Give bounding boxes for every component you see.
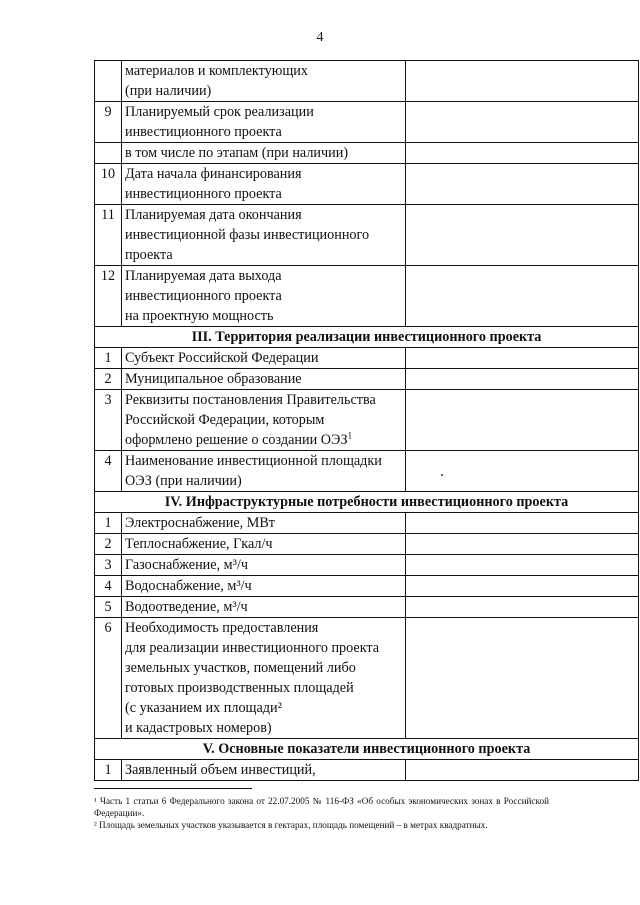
label-line: Водоснабжение, м³/ч xyxy=(125,578,252,594)
row-label xyxy=(122,597,406,618)
label-line: Наименование инвестиционной площадки xyxy=(125,453,382,469)
row-number: 5 xyxy=(95,597,122,618)
footnotes xyxy=(94,795,549,831)
row-value-cell[interactable] xyxy=(406,369,639,390)
section-title: IV. Инфраструктурные потребности инвестиционного проекта xyxy=(95,492,639,513)
row-label xyxy=(122,513,406,534)
label-line: Электроснабжение, МВт xyxy=(125,515,275,531)
footnote-2: ² Площадь земельных участков указывается в гектарах, площадь помещений – в метрах квадратных. xyxy=(94,820,488,830)
table-row xyxy=(95,534,639,555)
table-row xyxy=(95,102,639,143)
row-label xyxy=(122,102,406,143)
label-line: инвестиционного проекта xyxy=(125,288,282,304)
table-row xyxy=(95,164,639,205)
row-label xyxy=(122,348,406,369)
table-row xyxy=(95,760,639,781)
section-title: V. Основные показатели инвестиционного проекта xyxy=(95,739,639,760)
row-label xyxy=(122,61,406,102)
label-line: Водоотведение, м³/ч xyxy=(125,599,248,615)
stray-dot xyxy=(441,474,443,476)
row-label xyxy=(122,618,406,739)
row-value-cell[interactable] xyxy=(406,576,639,597)
row-value-cell[interactable] xyxy=(406,266,639,327)
label-line: Заявленный объем инвестиций, xyxy=(125,762,316,778)
row-value-cell[interactable] xyxy=(406,555,639,576)
row-number: 11 xyxy=(95,205,122,266)
label-line: и кадастровых номеров) xyxy=(125,720,272,736)
label-line: Российской Федерации, которым xyxy=(125,412,325,428)
footnote-divider xyxy=(94,788,252,789)
row-label xyxy=(122,451,406,492)
row-number: 1 xyxy=(95,760,122,781)
table-row xyxy=(95,513,639,534)
section-header-row xyxy=(95,739,639,760)
table-row xyxy=(95,555,639,576)
label-line: в том числе по этапам (при наличии) xyxy=(125,145,349,161)
row-value-cell[interactable] xyxy=(406,618,639,739)
label-line: Дата начала финансирования xyxy=(125,166,302,182)
label-line: инвестиционной фазы инвестиционного xyxy=(125,227,370,243)
label-line: инвестиционного проекта xyxy=(125,186,282,202)
table-row xyxy=(95,451,639,492)
row-label xyxy=(122,369,406,390)
row-number: 4 xyxy=(95,576,122,597)
label-line: материалов и комплектующих xyxy=(125,63,308,79)
row-value-cell[interactable] xyxy=(406,164,639,205)
section-title: III. Территория реализации инвестиционного проекта xyxy=(95,327,639,348)
row-value-cell[interactable] xyxy=(406,534,639,555)
row-number: 2 xyxy=(95,534,122,555)
row-number: 3 xyxy=(95,555,122,576)
row-number: 1 xyxy=(95,513,122,534)
table-row xyxy=(95,266,639,327)
table-row xyxy=(95,576,639,597)
row-value-cell[interactable] xyxy=(406,102,639,143)
section-header-row xyxy=(95,327,639,348)
section-header-row xyxy=(95,492,639,513)
table-row xyxy=(95,390,639,451)
row-value-cell[interactable] xyxy=(406,513,639,534)
label-line: (при наличии) xyxy=(125,83,212,99)
label-line: Муниципальное образование xyxy=(125,371,302,387)
table-row xyxy=(95,618,639,739)
footnote-1: ¹ Часть 1 статьи 6 Федерального закона от 22.07.2005 № 116-ФЗ «Об особых экономических зонах в Российской Федерации». xyxy=(94,796,549,818)
row-value-cell[interactable] xyxy=(406,205,639,266)
label-line: земельных участков, помещений либо xyxy=(125,660,356,676)
table-row xyxy=(95,597,639,618)
row-number: 3 xyxy=(95,390,122,451)
label-line: для реализации инвестиционного проекта xyxy=(125,640,380,656)
table-row xyxy=(95,369,639,390)
label-line: на проектную мощность xyxy=(125,308,274,324)
row-value-cell[interactable] xyxy=(406,760,639,781)
label-line: Планируемый срок реализации xyxy=(125,104,314,120)
row-label xyxy=(122,555,406,576)
row-number: 1 xyxy=(95,348,122,369)
row-label xyxy=(122,143,406,164)
row-number xyxy=(95,143,122,164)
table-row xyxy=(95,348,639,369)
row-number: 12 xyxy=(95,266,122,327)
table-row xyxy=(95,205,639,266)
label-line: Газоснабжение, м³/ч xyxy=(125,557,248,573)
label-line: Субъект Российской Федерации xyxy=(125,350,319,366)
row-value-cell[interactable] xyxy=(406,597,639,618)
label-line: готовых производственных площадей xyxy=(125,680,354,696)
row-value-cell[interactable] xyxy=(406,390,639,451)
row-value-cell[interactable] xyxy=(406,348,639,369)
footnote-marker: 1 xyxy=(347,430,353,441)
label-line: ОЭЗ (при наличии) xyxy=(125,473,242,489)
label-line: (с указанием их площади² xyxy=(125,700,282,716)
table-row xyxy=(95,61,639,102)
row-value-cell[interactable] xyxy=(406,451,639,492)
row-number: 6 xyxy=(95,618,122,739)
row-label xyxy=(122,266,406,327)
label-line: Планируемая дата окончания xyxy=(125,207,302,223)
row-label xyxy=(122,534,406,555)
label-line: Теплоснабжение, Гкал/ч xyxy=(125,536,273,552)
table-row xyxy=(95,143,639,164)
row-number: 4 xyxy=(95,451,122,492)
label-line: Необходимость предоставления xyxy=(125,620,319,636)
row-label xyxy=(122,205,406,266)
label-line: Планируемая дата выхода xyxy=(125,268,282,284)
row-label xyxy=(122,390,406,451)
row-value-cell[interactable] xyxy=(406,143,639,164)
row-label xyxy=(122,760,406,781)
row-number: 10 xyxy=(95,164,122,205)
label-line: проекта xyxy=(125,247,173,263)
row-value-cell[interactable] xyxy=(406,61,639,102)
row-label xyxy=(122,164,406,205)
label-line: оформлено решение о создании ОЭЗ$^1$ xyxy=(125,430,353,448)
investment-project-form-table xyxy=(94,60,639,781)
row-number: 2 xyxy=(95,369,122,390)
page-number: 4 xyxy=(316,30,324,45)
label-line: Реквизиты постановления Правительства xyxy=(125,392,376,408)
row-label xyxy=(122,576,406,597)
row-number: 9 xyxy=(95,102,122,143)
row-number xyxy=(95,61,122,102)
label-line: инвестиционного проекта xyxy=(125,124,282,140)
